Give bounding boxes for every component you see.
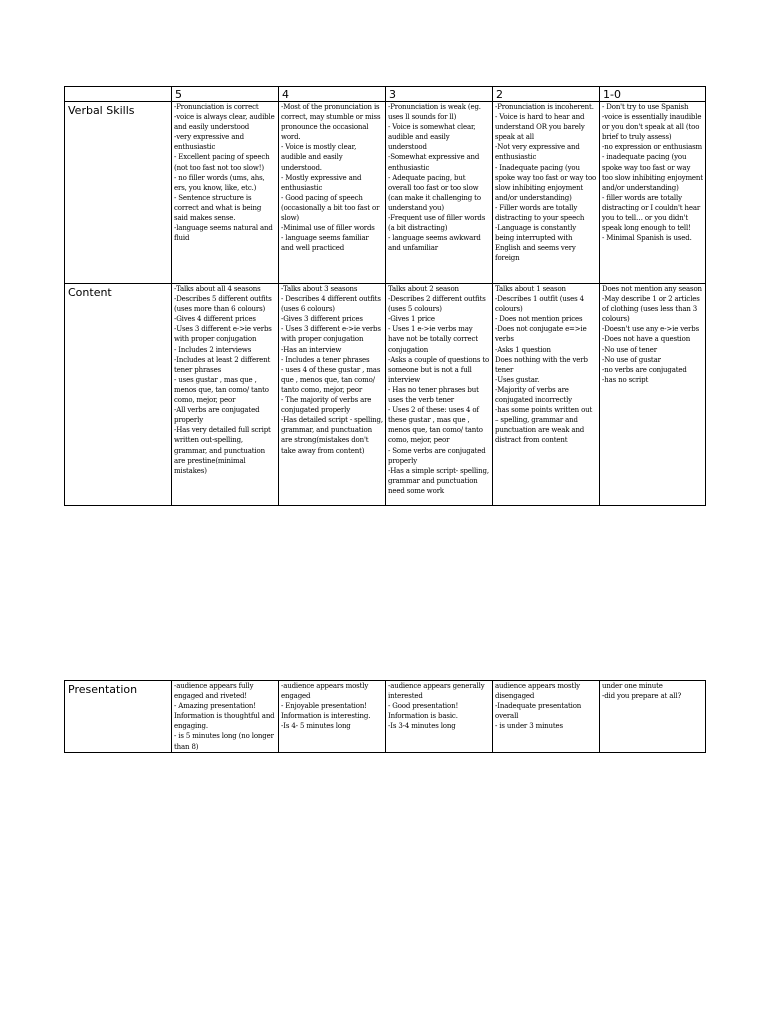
cell-verbal-skills-3: -Pronunciation is weak (eg. uses ll sounds for ll) - Voice is somewhat clear, audible and easily understood -Somewhat expressive and enthusiastic - Adequate pacing, but overall too fast or too slow (can make it challenging to understand you) -Frequent use of filler words (a bit distracting) - language seems awkward and unfamiliar [386, 102, 493, 284]
cell-verbal-skills-2: -Pronunciation is incoherent. - Voice is hard to hear and understand OR you barely speak at all -Not very expressive and enthusiastic - Inadequate pacing (you spoke way too fast or way too slow inhibiting enjoyment and/or understanding) - Filler words are totally distracting to your speech -Language is constantly being interrupted with English and seems very foreign [493, 102, 600, 284]
cell-verbal-skills-1-0: - Don't try to use Spanish -voice is essentially inaudible or you don't speak at all (too brief to truly assess) -no expression or enthusiasm - inadequate pacing (you spoke way too fast or way too slow inhibiting enjoyment and/or understanding) - filler words are totally distracting or I couldn't hear you to tell… or you didn't speak long enough to tell! - Minimal Spanish is used. [600, 102, 706, 284]
header-cell-2: 2 [493, 87, 600, 102]
cell-presentation-5: -audience appears fully engaged and riveted! - Amazing presentation! Information is thoughtful and engaging. - is 5 minutes long (no longer than 8) [172, 681, 279, 753]
header-cell-1-0: 1-0 [600, 87, 706, 102]
cell-presentation-2: audience appears mostly disengaged -Inadequate presentation overall - is under 3 minutes [493, 681, 600, 753]
row-verbal-skills [65, 102, 706, 284]
rubric-table-top [64, 86, 706, 506]
row-label-presentation: Presentation [65, 681, 172, 753]
header-cell-5: 5 [172, 87, 279, 102]
cell-content-1-0: Does not mention any season -May describe 1 or 2 articles of clothing (uses less than 3 colours) -Doesn't use any e->ie verbs -Does not have a question -No use of tener -No use of gustar -no verbs are conjugated -has no script [600, 284, 706, 506]
header-cell-4: 4 [279, 87, 386, 102]
cell-content-5: -Talks about all 4 seasons -Describes 5 different outfits (uses more than 6 colours) -Gives 4 different prices -Uses 3 different e->ie verbs with proper conjugation - Includes 2 interviews -Includes at least 2 different tener phrases - uses gustar , mas que , menos que, tan como/ tanto como, mejor, peor -All verbs are conjugated properly -Has very detailed full script written out-spelling, grammar, and punctuation are prestine(minimal mistakes) [172, 284, 279, 506]
row-label-content: Content [65, 284, 172, 506]
cell-verbal-skills-5: -Pronunciation is correct -voice is always clear, audible and easily understood -very expressive and enthusiastic - Excellent pacing of speech (not too fast not too slow!) - no filler words (ums, ahs, ers, you know, like, etc.) - Sentence structure is correct and what is being said makes sense. -language seems natural and fluid [172, 102, 279, 284]
cell-verbal-skills-4: -Most of the pronunciation is correct, may stumble or miss pronounce the occasional word. - Voice is mostly clear, audible and easily understood. - Mostly expressive and enthusiastic - Good pacing of speech (occasionally a bit too fast or slow) -Minimal use of filler words - language seems familiar and well practiced [279, 102, 386, 284]
cell-presentation-3: -audience appears generally interested - Good presentation! Information is basic. -Is 3-4 minutes long [386, 681, 493, 753]
row-presentation [65, 681, 706, 753]
cell-content-2: Talks about 1 season -Describes 1 outfit (uses 4 colours) - Does not mention prices -Does not conjugate e=>ie verbs -Asks 1 question Does nothing with the verb tener -Uses gustar. -Majority of verbs are conjugated incorrectly -has some points written out – spelling, grammar and punctuation are weak and distract from content [493, 284, 600, 506]
header-row [65, 87, 706, 102]
cell-presentation-4: -audience appears mostly engaged - Enjoyable presentation! Information is interesting. -Is 4- 5 minutes long [279, 681, 386, 753]
rubric-table-bottom [64, 680, 706, 753]
cell-content-4: -Talks about 3 seasons - Describes 4 different outfits (uses 6 colours) -Gives 3 different prices - Uses 3 different e->ie verbs with proper conjugation -Has an interview - Includes a tener phrases - uses 4 of these gustar , mas que , menos que, tan como/ tanto como, mejor, peor - The majority of verbs are conjugated properly -Has detailed script - spelling, grammar, and punctuation are strong(mistakes don't take away from content) [279, 284, 386, 506]
header-cell-3: 3 [386, 87, 493, 102]
header-cell-blank [65, 87, 172, 102]
cell-content-3: Talks about 2 season -Describes 2 different outfits (uses 5 colours) -Gives 1 price - Uses 1 e->ie verbs may have not be totally correct conjugation -Asks a couple of questions to someone but is not a full interview - Has no tener phrases but uses the verb tener - Uses 2 of these: uses 4 of these gustar , mas que , menos que, tan como/ tanto como, mejor, peor - Some verbs are conjugated properly -Has a simple script- spelling, grammar and punctuation need some work [386, 284, 493, 506]
cell-presentation-1-0: under one minute -did you prepare at all? [600, 681, 706, 753]
row-content [65, 284, 706, 506]
row-label-verbal-skills: Verbal Skills [65, 102, 172, 284]
